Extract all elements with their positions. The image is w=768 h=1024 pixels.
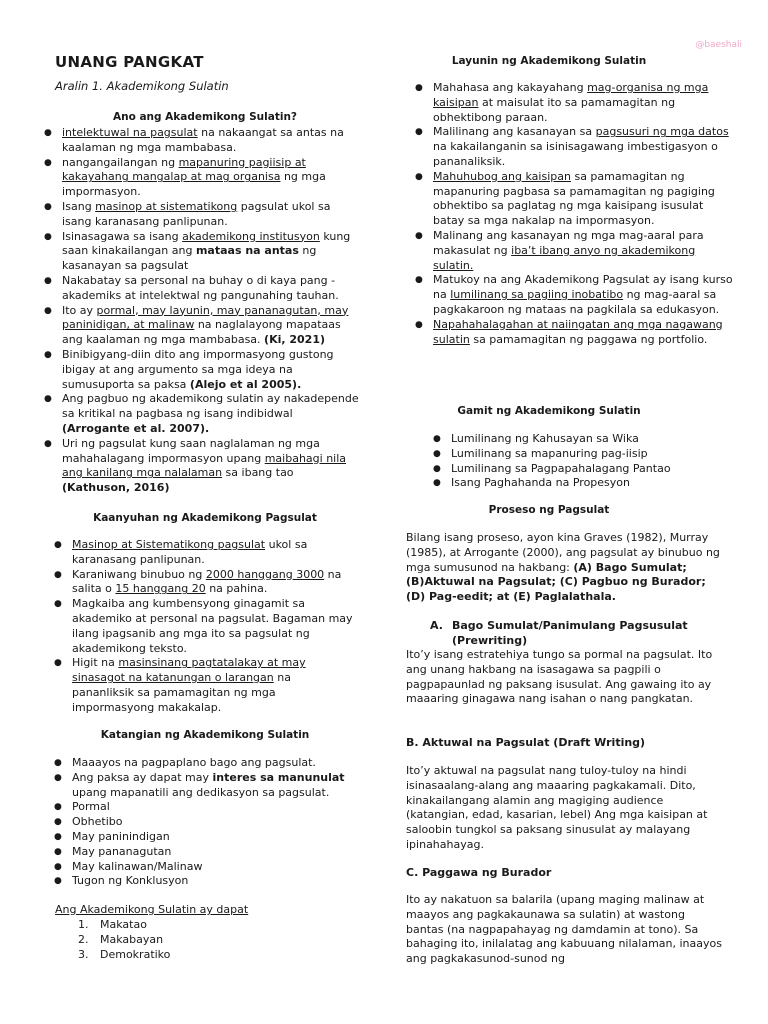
- text-run: na pahina.: [205, 582, 268, 596]
- list-item: [54, 567, 354, 598]
- bullet-icon: ●: [44, 438, 52, 449]
- list-item-label: Lumilinang ng Kahusayan sa Wika: [451, 432, 639, 445]
- text-run: Higit na: [72, 656, 119, 670]
- underlined-text: masinop at sistematikong: [95, 199, 238, 213]
- step-b-body: Ito’y aktuwal na pagsulat nang tuloy-tuloy na hindi isinasaalang-alang ang maaaring pagkakamali. Dito, kinakailangang alamin ang magiging audience (katangian, edad, kasarian, lebel) Ang mga kaisipan at saloobin tungkol sa paksang sinusulat ay malayang ipinahahayag.: [406, 764, 708, 851]
- text-run: nangangailangan ng: [62, 155, 179, 169]
- text-run: Ang paksa ay dapat may: [72, 770, 213, 784]
- lesson-subtitle: Aralin 1. Akademikong Sulatin: [55, 79, 229, 93]
- page-title: UNANG PANGKAT: [55, 53, 204, 71]
- text-run: ng mga impormasyon.: [62, 170, 326, 199]
- bullet-icon: ●: [415, 171, 423, 182]
- bold-text: (Arrogante et al. 2007).: [62, 421, 210, 435]
- bullet-icon: ●: [44, 394, 52, 405]
- underlined-text: maibahagi nila ang kanilang mga nalalaman: [62, 451, 347, 480]
- section-heading-gamit: Gamit ng Akademikong Sulatin: [457, 405, 641, 417]
- bold-text: (Ki, 2021): [264, 333, 326, 347]
- bullet-icon: ●: [433, 478, 441, 489]
- list-ano: [44, 126, 362, 496]
- text-run: ukol sa karanasang panlipunan.: [72, 538, 308, 566]
- list-item: [54, 800, 354, 815]
- text-run: sa pamamagitan ng paggawa ng portfolio.: [469, 332, 708, 346]
- list-item-label: Isang Paghahanda na Propesyon: [451, 476, 630, 490]
- text-run: Mahahasa ang kakayahang: [433, 81, 588, 94]
- bullet-icon: ●: [415, 319, 423, 330]
- text-run: Karaniwang binubuo ng: [72, 567, 206, 581]
- list-item: [433, 461, 741, 477]
- numbered-item: [78, 932, 300, 948]
- list-item: [54, 829, 354, 845]
- section-heading-layunin: Layunin ng Akademikong Sulatin: [451, 55, 647, 67]
- text-run: at maisulat ito sa pamamagitan ng obhektibong paraan.: [433, 95, 676, 124]
- underlined-text: pagsusuri ng mga datos: [595, 125, 729, 139]
- bullet-icon: ●: [433, 463, 441, 474]
- section-heading-kaanyuhan: Kaanyuhan ng Akademikong Pagsulat: [93, 512, 317, 524]
- text-run: Ang pagbuo ng akademikong sulatin ay nakadepende sa kritikal na pagbasa ng isang indibidwal: [62, 392, 359, 421]
- list-item: [44, 436, 362, 496]
- list-item-label: Lumilinang sa Pagpapahalagang Pantao: [451, 461, 671, 475]
- step-c-heading: C. Paggawa ng Burador: [406, 866, 552, 879]
- list-item: [54, 538, 354, 568]
- text-run: na salita o: [72, 567, 342, 596]
- list-katangian: [54, 756, 354, 889]
- bullet-icon: ●: [54, 831, 62, 842]
- watermark: @baeshali: [695, 40, 742, 50]
- bullet-icon: ●: [44, 231, 52, 242]
- list-item: [415, 169, 733, 229]
- bullet-icon: ●: [44, 157, 52, 168]
- list-item: [44, 155, 362, 200]
- underlined-text: Mahuhubog ang kaisipan: [433, 169, 571, 183]
- text-run: Binibigyang-diin dito ang impormasyong gustong ibigay at ang argumento sa mga ideya na sumusuporta sa paksa: [62, 347, 334, 391]
- bullet-icon: ●: [54, 599, 62, 610]
- bold-text: interes sa manunulat: [212, 770, 345, 784]
- text-run: Uri ng pagsulat kung saan naglalaman ng mga mahahalagang impormasyon upang: [62, 436, 320, 465]
- underlined-text: iba’t ibang anyo ng akademikong sulatin.: [433, 243, 696, 272]
- proseso-intro: [406, 531, 724, 605]
- list-gamit: [433, 432, 741, 491]
- list-item: [54, 656, 354, 715]
- text-run: Ito ay: [62, 303, 97, 317]
- section-heading-ano: Ano ang Akademikong Sulatin?: [112, 111, 298, 123]
- list-item: [54, 770, 354, 801]
- bullet-icon: ●: [415, 83, 423, 93]
- numbered-item: [78, 947, 300, 963]
- text-run: Maaayos na pagpaplano bago ang pagsulat.: [72, 756, 316, 769]
- bullet-icon: ●: [44, 349, 52, 360]
- item-number: 2.: [78, 932, 89, 946]
- step-a-label: A.: [430, 619, 443, 632]
- step-b-heading: B. Aktuwal na Pagsulat (Draft Writing): [406, 736, 646, 749]
- underlined-text: masinsinang pagtatalakay at may sinasagot na katanungan o larangan: [72, 656, 306, 685]
- bullet-icon: ●: [54, 846, 62, 857]
- bullet-icon: ●: [44, 275, 52, 286]
- bullet-icon: ●: [415, 230, 423, 241]
- bullet-icon: ●: [54, 658, 62, 669]
- list-item: [433, 432, 741, 447]
- text-run: na nakaangat sa antas na kaalaman ng mga mambabasa.: [62, 126, 344, 154]
- bullet-icon: ●: [44, 128, 52, 138]
- bullet-icon: ●: [54, 861, 62, 872]
- item-number: 1.: [78, 918, 89, 931]
- list-item: [54, 756, 354, 771]
- list-item: [54, 859, 354, 875]
- bullet-icon: ●: [415, 127, 423, 138]
- list-item: [415, 228, 733, 273]
- text-run: Nakabatay sa personal na buhay o di kaya pang - akademiks at intelektwal ng pangunahing tauhan.: [62, 273, 339, 302]
- text-run: na naglalayong mapataas ang kaalaman ng mga mambabasa.: [62, 318, 341, 347]
- text-run: Bilang isang proseso, ayon kina Graves (1982), Murray (1985), at Arrogante (2000), ang pagsulat ay binubuo ng mga sumusunod na hakbang:: [406, 531, 720, 574]
- text-run: na kakailanganin sa isinisagawang imbestigasyon o pananaliksik.: [433, 140, 718, 168]
- list-item: [415, 125, 733, 169]
- text-run: May kalinawan/Malinaw: [72, 859, 203, 873]
- underlined-text: 15 hanggang 20: [115, 582, 206, 596]
- underlined-text: mapanuring pagiisip at kakayahang mangalap at mag organisa: [62, 155, 306, 184]
- text-run: Tugon ng Konklusyon: [72, 874, 189, 888]
- list-item: [54, 874, 354, 889]
- step-a-heading: Bago Sumulat/Panimulang Pagsusulat (Prewriting): [452, 619, 688, 647]
- bullet-icon: ●: [54, 772, 62, 783]
- list-item: [44, 347, 362, 392]
- list-item: [54, 815, 354, 830]
- text-run: pagsulat ukol sa isang karanasang panlipunan.: [62, 199, 331, 228]
- text-run: sa pamamagitan ng mapanuring pagbasa sa pamamagitan ng pagiging obhektibo sa paglatag ng mga kaisipang isusulat batay sa mga nakalap na impormasyon.: [433, 169, 715, 228]
- section-heading-katangian: Katangian ng Akademikong Sulatin: [100, 729, 310, 741]
- bullet-icon: ●: [44, 201, 52, 212]
- bullet-icon: ●: [44, 305, 52, 316]
- text-run: ng kasanayan sa pagsulat: [62, 244, 317, 273]
- bullet-icon: ●: [54, 876, 62, 887]
- text-run: May pananagutan: [72, 844, 172, 858]
- item-number: 3.: [78, 947, 89, 961]
- text-run: Isang: [62, 199, 96, 213]
- text-run: na pananliksik sa pamamagitan ng mga impormasyong makakalap.: [72, 671, 291, 714]
- bold-text: (Alejo et al 2005).: [189, 377, 302, 391]
- bullet-icon: ●: [54, 540, 62, 550]
- list-item: [44, 392, 362, 436]
- text-run: Magkaiba ang kumbensyong ginagamit sa akademiko at personal na pagsulat. Bagaman may ilang ipagsanib ang mga ito sa pagsulat ng akademikong teksto.: [72, 597, 353, 655]
- text-run: kung saan kinakailangan ang: [62, 229, 351, 258]
- text-run: May paninindigan: [72, 829, 170, 843]
- list-item: [44, 273, 362, 304]
- list-item: [433, 446, 741, 462]
- list-layunin: [415, 81, 733, 347]
- list-item: [44, 229, 362, 274]
- list-item: [54, 844, 354, 860]
- step-a-body: Ito’y isang estratehiya tungo sa pormal na pagsulat. Ito ang unang hakbang na isasagawa sa pagpili o pagpapaunlad ng paksang isusulat. Ang gawaing ito ay maaaring ginagawa nang isahan o nang pangkatan.: [406, 648, 713, 706]
- underlined-text: akademikong institusyon: [182, 229, 320, 243]
- bullet-icon: ●: [433, 448, 441, 459]
- bullet-icon: ●: [54, 569, 62, 580]
- text-run: Malilinang ang kasanayan sa: [433, 125, 596, 139]
- bullet-icon: ●: [415, 275, 423, 286]
- bullet-icon: ●: [54, 802, 62, 813]
- list-item: [44, 199, 362, 230]
- text-run: Isinasagawa sa isang: [62, 229, 183, 243]
- bold-text: (A) Bago Sumulat; (B)Aktuwal na Pagsulat; (C) Pagbuo ng Burador; (D) Pag-eedit; at (E) Paglalathala.: [406, 560, 706, 604]
- list-item: [415, 317, 733, 348]
- text-run: sa ibang tao: [222, 466, 294, 480]
- underlined-text: mag-organisa ng mga kaisipan: [433, 81, 709, 109]
- text-run: ng mag-aaral sa pagkakaroon ng mataas na pagkilala sa edukasyon.: [433, 288, 720, 316]
- list-item: [44, 126, 362, 156]
- list-dapat: [78, 918, 300, 962]
- list-item: [44, 303, 362, 348]
- bullet-icon: ●: [433, 434, 441, 444]
- numbered-item-label: Makatao: [100, 918, 147, 931]
- text-run: upang mapanatili ang dedikasyon sa pagsulat.: [72, 785, 330, 799]
- list-item: [415, 81, 733, 125]
- underlined-text: lumilinang sa pagiing inobatibo: [450, 288, 624, 302]
- text-run: Matukoy na ang Akademikong Pagsulat ay isang kurso na: [433, 273, 733, 302]
- list-item: [433, 476, 741, 491]
- bullet-icon: ●: [54, 817, 62, 828]
- bold-text: mataas na antas: [195, 244, 299, 258]
- step-c-body: Ito ay nakatuon sa balarila (upang maging malinaw at maayos ang pagkakaunawa sa sulatin) at wastong bantas (na nagpapahayag ng damdamin at tono). Sa bahaging ito, inilalatag ang kabuuang nilalaman, inaayos ang pagkakasunod-sunod ng: [406, 893, 722, 966]
- list-item: [54, 597, 354, 656]
- list-item: [415, 273, 733, 317]
- underlined-text: pormal, may layunin, may pananagutan, may paninidigan, at malinaw: [62, 303, 349, 332]
- numbered-item-label: Makabayan: [100, 932, 164, 946]
- dapat-heading: Ang Akademikong Sulatin ay dapat: [55, 903, 249, 916]
- section-heading-proseso: Proseso ng Pagsulat: [488, 504, 610, 516]
- text-run: Obhetibo: [72, 815, 123, 829]
- list-kaanyuhan: [54, 538, 354, 716]
- underlined-text: Masinop at Sistematikong pagsulat: [72, 538, 266, 551]
- text-run: Malinang ang kasanayan ng mga mag-aaral para makasulat ng: [433, 228, 704, 257]
- list-item-label: Lumilinang sa mapanuring pag-iisip: [451, 446, 648, 460]
- numbered-item-label: Demokratiko: [100, 947, 171, 961]
- underlined-text: intelektuwal na pagsulat: [62, 126, 198, 139]
- bold-text: (Kathuson, 2016): [62, 481, 170, 495]
- underlined-text: 2000 hanggang 3000: [205, 567, 325, 581]
- text-run: Pormal: [72, 800, 110, 814]
- bullet-icon: ●: [54, 758, 62, 768]
- numbered-item: [78, 918, 300, 933]
- underlined-text: Napahahalagahan at naiingatan ang mga nagawang sulatin: [433, 317, 723, 346]
